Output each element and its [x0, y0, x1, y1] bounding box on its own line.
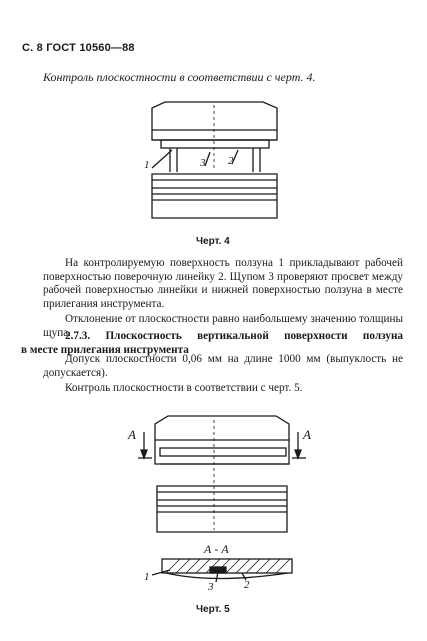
- paragraph-intro: Контроль плоскостности в соответствии с черт. 4.: [43, 70, 316, 84]
- ruler: [161, 140, 269, 148]
- slider-body: [152, 102, 277, 140]
- section-heading-line-2: в месте прилегания инструмента: [21, 343, 189, 356]
- page-header: С. 8 ГОСТ 10560—88: [22, 42, 135, 54]
- callout-1: 1: [144, 571, 150, 583]
- callout-3: 3: [208, 581, 214, 593]
- callout-1: 1: [144, 159, 150, 171]
- figure-4-caption: Черт. 4: [196, 236, 230, 247]
- section-mark-left: А: [128, 427, 136, 442]
- callout-2: 2: [244, 579, 250, 591]
- paragraph-tolerance: Допуск плоскостности 0,06 мм на длине 1000 мм (выпуклость не допускается).: [43, 353, 403, 379]
- figure-4-drawing: [0, 100, 427, 230]
- section-mark-right: А: [303, 427, 311, 442]
- paragraph-deviation: Отклонение от плоскостности равно наибольшему значению толщины щупа.: [43, 313, 403, 339]
- section-heading-line-1: 2.7.3. Плоскостность вертикальной поверхности ползуна: [65, 330, 403, 342]
- section-title: А - А: [204, 542, 229, 556]
- paragraph-method: На контролируемую поверхность ползуна 1 прикладывают рабочей поверхностью поверочную линейку 2. Щупом 3 проверяют просвет между рабочей поверхностью линейки и нижней поверхностью ползуна в месте прилегания инструмента.: [43, 257, 403, 310]
- callout-2: 2: [228, 155, 234, 167]
- figure-5-drawing: [0, 412, 427, 602]
- ruler: [160, 448, 286, 456]
- callout-3: 3: [200, 157, 206, 169]
- figure-5-caption: Черт. 5: [196, 604, 230, 615]
- paragraph-control: Контроль плоскостности в соответствии с черт. 5.: [65, 382, 303, 394]
- base-body: [157, 486, 287, 532]
